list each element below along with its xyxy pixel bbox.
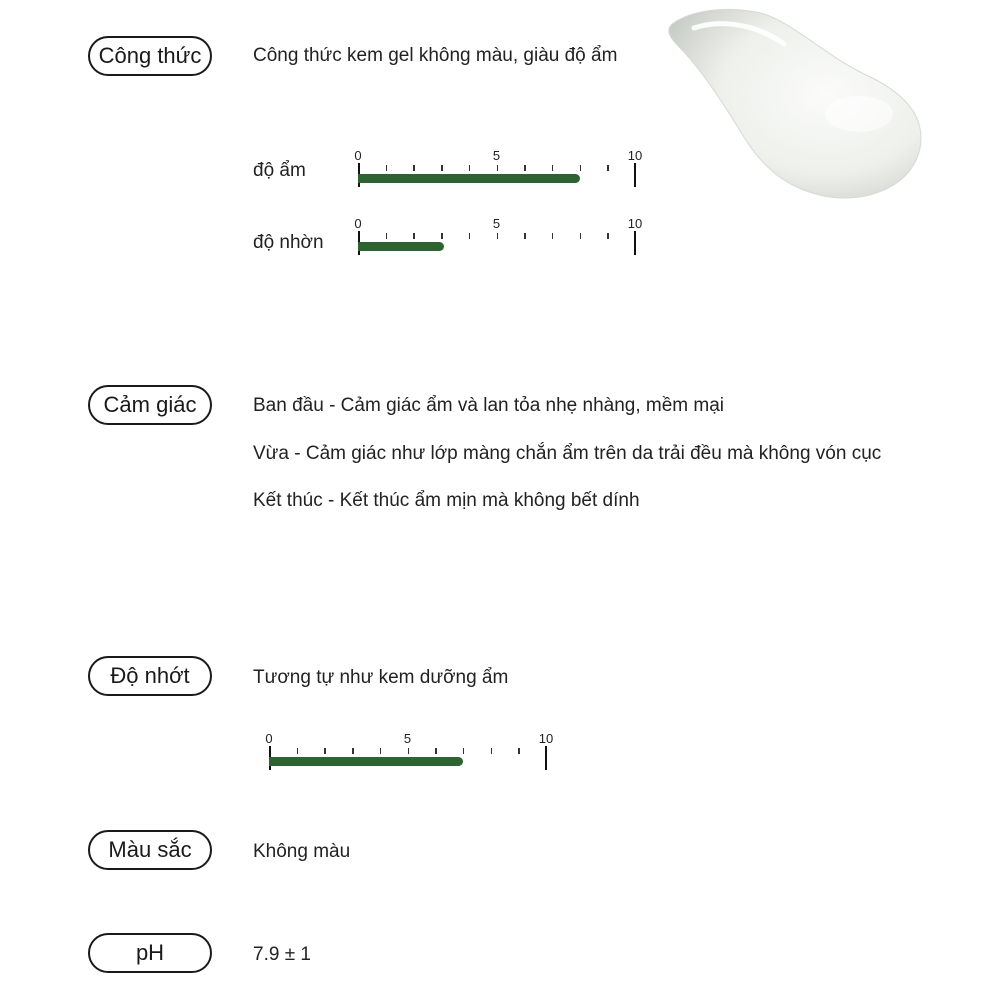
- gauge-tick-label: 5: [403, 731, 412, 746]
- formula-label-pill: [88, 36, 212, 76]
- feeling-line-finish: Kết thúc - Kết thúc ẩm mịn mà không bết dính: [253, 490, 640, 511]
- oiliness-gauge-label: độ nhờn: [253, 232, 324, 253]
- gauge-tick: [497, 165, 499, 171]
- gauge-tick: [497, 233, 499, 239]
- gauge-tick: [469, 233, 471, 239]
- gauge-tick: [524, 233, 526, 239]
- gauge-tick: [435, 748, 437, 754]
- gauge-tick-label: 0: [265, 731, 273, 746]
- gauge-tick: [607, 233, 609, 239]
- gauge-fill-bar: [269, 757, 463, 766]
- gauge-tick: [552, 233, 554, 239]
- gauge-tick: [607, 165, 609, 171]
- gauge-tick: [524, 165, 526, 171]
- gauge-tick: [408, 748, 410, 754]
- feeling-line-middle: Vừa - Cảm giác như lớp màng chắn ẩm trên da trải đều mà không vón cục: [253, 443, 882, 464]
- gauge-fill-bar: [358, 242, 444, 251]
- gauge-tick: [580, 165, 582, 171]
- gauge-end-line: [634, 231, 636, 255]
- gauge-tick: [463, 748, 465, 754]
- gauge-tick: [518, 748, 520, 754]
- gauge-tick: [491, 748, 493, 754]
- ph-label-pill: [88, 933, 212, 973]
- gauge-tick: [386, 233, 388, 239]
- moisture-gauge-label: độ ẩm: [253, 160, 306, 181]
- ph-value: 7.9 ± 1: [253, 944, 311, 965]
- gauge-tick: [413, 165, 415, 171]
- gauge-tick-label: 10: [538, 731, 554, 746]
- gauge-tick-label: 0: [354, 148, 362, 163]
- gauge-tick: [552, 165, 554, 171]
- gauge-tick: [469, 165, 471, 171]
- gauge-tick-label: 10: [627, 148, 643, 163]
- gauge-tick-label: 0: [354, 216, 362, 231]
- oiliness-gauge: [354, 216, 648, 256]
- gauge-fill-bar: [358, 174, 580, 183]
- gauge-tick: [386, 165, 388, 171]
- viscosity-label: Độ nhớt: [110, 663, 190, 688]
- ph-label: pH: [135, 940, 165, 965]
- gauge-end-line: [545, 746, 547, 770]
- cream-texture-image: [664, 4, 928, 206]
- gauge-tick-label: 5: [492, 216, 501, 231]
- viscosity-description: Tương tự như kem dưỡng ẩm: [253, 667, 509, 688]
- viscosity-gauge: [265, 731, 559, 771]
- gauge-tick: [441, 165, 443, 171]
- feeling-label-pill: [88, 385, 212, 425]
- moisture-gauge: [354, 148, 648, 188]
- gauge-tick-label: 5: [492, 148, 501, 163]
- gauge-tick: [380, 748, 382, 754]
- gauge-tick: [441, 233, 443, 239]
- gauge-tick: [352, 748, 354, 754]
- gauge-tick-label: 10: [627, 216, 643, 231]
- formula-label: Công thức: [98, 43, 202, 68]
- color-label: Màu sắc: [108, 837, 192, 862]
- viscosity-label-pill: [88, 656, 212, 696]
- gauge-tick: [413, 233, 415, 239]
- gauge-end-line: [634, 163, 636, 187]
- color-label-pill: [88, 830, 212, 870]
- gauge-tick: [324, 748, 326, 754]
- formula-description: Công thức kem gel không màu, giàu độ ẩm: [253, 45, 618, 66]
- feeling-line-initial: Ban đầu - Cảm giác ẩm và lan tỏa nhẹ nhàng, mềm mại: [253, 395, 725, 416]
- feeling-label: Cảm giác: [103, 392, 197, 417]
- gauge-tick: [297, 748, 299, 754]
- gauge-tick: [580, 233, 582, 239]
- color-value: Không màu: [253, 841, 351, 862]
